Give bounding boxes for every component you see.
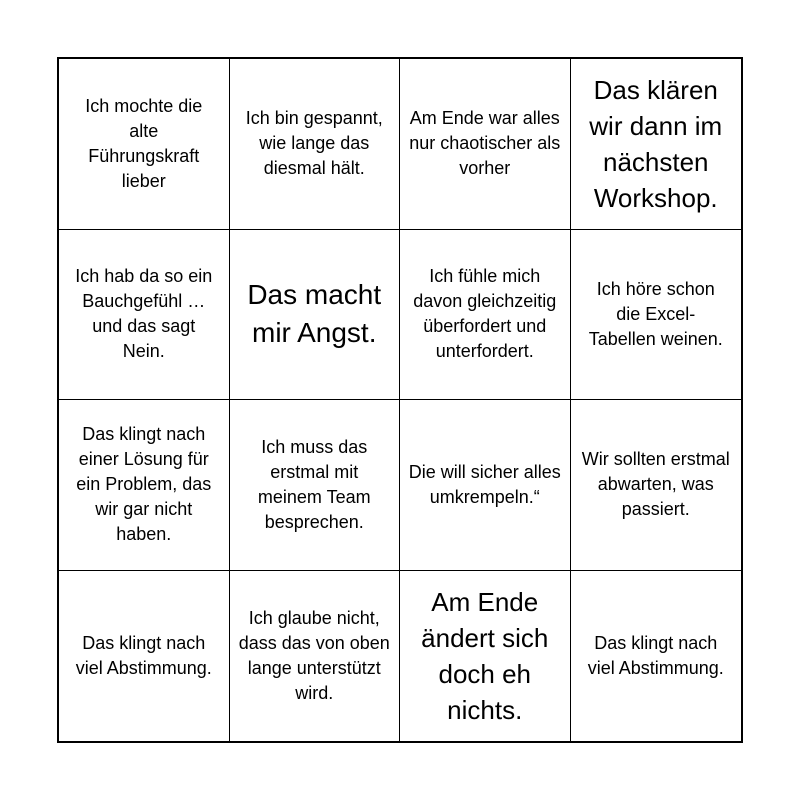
bingo-cell-6[interactable]: [230, 230, 401, 401]
bingo-cell-12[interactable]: [571, 400, 742, 571]
bingo-cell-16[interactable]: [571, 571, 742, 742]
bingo-cell-text: Das klingt nach viel Abstimmung.: [75, 632, 212, 678]
bingo-cell-text: Das klingt nach einer Lösung für ein Problem, das wir gar nicht haben.: [76, 424, 212, 545]
bingo-cell-text: Ich hab da so ein Bauchgefühl … und das sagt Nein.: [75, 266, 213, 362]
bingo-cell-text: Ich glaube nicht, dass das von oben lange unterstützt wird.: [238, 607, 390, 703]
bingo-cell-text: Das klären wir dann im nächsten Workshop.: [589, 74, 723, 213]
bingo-cell-13[interactable]: [59, 571, 230, 742]
bingo-cell-5[interactable]: [59, 230, 230, 401]
bingo-cell-1[interactable]: [59, 59, 230, 230]
bingo-cell-text: Die will sicher alles umkrempeln.“: [408, 461, 561, 507]
bingo-cell-10[interactable]: [230, 400, 401, 571]
bingo-cell-text: Am Ende ändert sich doch eh nichts.: [421, 586, 549, 725]
bingo-cell-text: Ich fühle mich davon gleichzeitig überfordert und unterfordert.: [413, 266, 557, 362]
bingo-cell-15[interactable]: [400, 571, 571, 742]
bingo-cell-text: Das klingt nach viel Abstimmung.: [587, 632, 724, 678]
bingo-cell-text: Ich muss das erstmal mit meinem Team besprechen.: [257, 436, 371, 532]
bingo-cell-4[interactable]: [571, 59, 742, 230]
bingo-cell-14[interactable]: [230, 571, 401, 742]
bingo-cell-text: Ich höre schon die Excel-Tabellen weinen.: [588, 278, 723, 349]
bingo-cell-3[interactable]: [400, 59, 571, 230]
bingo-cell-text: Am Ende war alles nur chaotischer als vorher: [409, 108, 561, 179]
bingo-cell-text: Ich bin gespannt, wie lange das diesmal hält.: [245, 108, 383, 179]
bingo-cell-11[interactable]: [400, 400, 571, 571]
bingo-cell-8[interactable]: [571, 230, 742, 401]
bingo-cell-text: Ich mochte die alte Führungskraft lieber: [85, 95, 203, 191]
bingo-cell-text: Wir sollten erstmal abwarten, was passiert.: [581, 449, 730, 520]
bingo-cell-9[interactable]: [59, 400, 230, 571]
bingo-cell-2[interactable]: [230, 59, 401, 230]
bingo-cell-7[interactable]: [400, 230, 571, 401]
bingo-card: [57, 57, 743, 743]
bingo-cell-text: Das macht mir Angst.: [247, 279, 382, 349]
